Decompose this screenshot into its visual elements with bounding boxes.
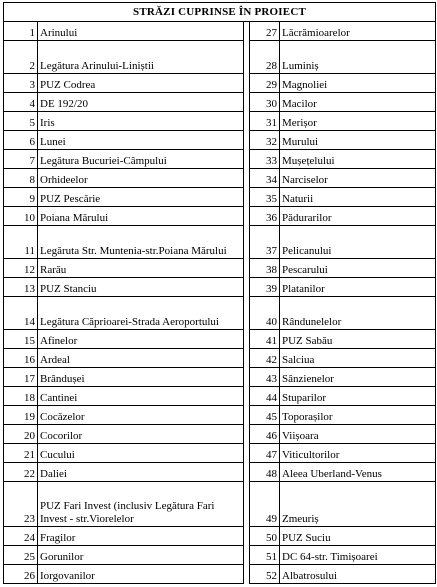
right-number-cell-text: 28 xyxy=(266,60,277,72)
table-row xyxy=(4,207,436,226)
left-street-cell xyxy=(38,463,244,482)
right-street-cell-text: Pescarului xyxy=(282,264,328,276)
right-street-cell-text: Lăcrămioarelor xyxy=(282,27,350,39)
left-number-cell xyxy=(4,259,38,278)
left-street-cell-text: Iorgovanilor xyxy=(40,570,95,582)
left-street-cell xyxy=(38,425,244,444)
right-number-cell-text: 39 xyxy=(266,283,277,295)
right-number-cell xyxy=(250,259,280,278)
left-street-cell-text: Arinului xyxy=(40,27,78,39)
left-number-cell xyxy=(4,546,38,565)
left-number-cell-text: 15 xyxy=(24,335,35,347)
right-street-cell xyxy=(280,131,436,150)
table-row xyxy=(4,131,436,150)
right-number-cell-text: 38 xyxy=(266,264,277,276)
right-number-cell-text: 40 xyxy=(266,316,277,328)
left-number-cell-text: 25 xyxy=(24,551,35,563)
right-street-cell-text: Toporașilor xyxy=(282,411,333,423)
right-number-cell xyxy=(250,131,280,150)
left-street-cell-text: Cantinei xyxy=(40,392,78,404)
right-number-cell-text: 43 xyxy=(266,373,277,385)
left-number-cell xyxy=(4,387,38,406)
left-number-cell xyxy=(4,368,38,387)
right-street-cell-text: PUZ Suciu xyxy=(282,532,331,544)
left-street-cell-text: Poiana Mărului xyxy=(40,212,109,224)
right-number-cell xyxy=(250,150,280,169)
table-row xyxy=(4,565,436,584)
right-number-cell-text: 34 xyxy=(266,174,277,186)
right-number-cell-text: 41 xyxy=(266,335,277,347)
left-street-cell-text: Cocorilor xyxy=(40,430,83,442)
right-street-cell xyxy=(280,207,436,226)
right-number-cell xyxy=(250,349,280,368)
right-street-cell xyxy=(280,278,436,297)
left-number-cell xyxy=(4,463,38,482)
right-street-cell xyxy=(280,444,436,463)
right-street-cell xyxy=(280,150,436,169)
right-street-cell-text: Rândunelelor xyxy=(282,316,342,328)
right-number-cell xyxy=(250,297,280,330)
left-street-cell-text: Iris xyxy=(40,117,55,129)
right-number-cell-text: 52 xyxy=(266,570,277,582)
right-street-cell xyxy=(280,425,436,444)
right-street-cell xyxy=(280,330,436,349)
right-number-cell xyxy=(250,226,280,259)
left-street-cell xyxy=(38,22,244,41)
left-street-cell xyxy=(38,565,244,584)
right-number-cell xyxy=(250,482,280,527)
left-number-cell xyxy=(4,527,38,546)
left-street-cell-text: Afinelor xyxy=(40,335,78,347)
table-row xyxy=(4,349,436,368)
table-row xyxy=(4,297,436,330)
left-street-cell-text: Orhideelor xyxy=(40,174,88,186)
left-number-cell xyxy=(4,565,38,584)
right-number-cell-text: 44 xyxy=(266,392,277,404)
left-number-cell xyxy=(4,169,38,188)
table-row xyxy=(4,41,436,74)
table-body xyxy=(4,22,436,584)
left-street-cell-text: PUZ Fari Invest (inclusiv Legătura Fari Invest - str.Viorelelor xyxy=(40,500,215,525)
left-street-cell xyxy=(38,112,244,131)
right-street-cell xyxy=(280,297,436,330)
right-number-cell xyxy=(250,74,280,93)
right-street-cell xyxy=(280,22,436,41)
left-street-cell xyxy=(38,207,244,226)
right-street-cell-text: Mușețelului xyxy=(282,155,335,167)
right-number-cell xyxy=(250,444,280,463)
left-number-cell-text: 3 xyxy=(29,79,35,91)
left-street-cell xyxy=(38,131,244,150)
left-street-cell xyxy=(38,330,244,349)
table-row xyxy=(4,463,436,482)
right-number-cell xyxy=(250,22,280,41)
table-row xyxy=(4,425,436,444)
right-number-cell-text: 50 xyxy=(266,532,277,544)
left-number-cell xyxy=(4,406,38,425)
right-street-cell xyxy=(280,463,436,482)
left-street-cell xyxy=(38,278,244,297)
right-number-cell xyxy=(250,93,280,112)
right-number-cell-text: 29 xyxy=(266,79,277,91)
table-row xyxy=(4,93,436,112)
right-street-cell-text: Pădurarilor xyxy=(282,212,332,224)
left-street-cell xyxy=(38,387,244,406)
left-number-cell-text: 19 xyxy=(24,411,35,423)
left-street-cell xyxy=(38,150,244,169)
right-street-cell-text: Magnoliei xyxy=(282,79,328,91)
left-number-cell xyxy=(4,278,38,297)
right-street-cell-text: Sânzienelor xyxy=(282,373,334,385)
left-street-cell xyxy=(38,349,244,368)
right-number-cell-text: 31 xyxy=(266,117,277,129)
right-street-cell-text: Murului xyxy=(282,136,319,148)
table-title: STRĂZI CUPRINSE ÎN PROIECT xyxy=(4,3,436,22)
left-number-cell xyxy=(4,112,38,131)
left-street-cell xyxy=(38,188,244,207)
table-row xyxy=(4,387,436,406)
left-street-cell xyxy=(38,482,244,527)
table-row xyxy=(4,188,436,207)
right-street-cell-text: Macilor xyxy=(282,98,317,110)
left-street-cell xyxy=(38,297,244,330)
left-street-cell xyxy=(38,406,244,425)
left-street-cell-text: Daliei xyxy=(40,468,67,480)
right-number-cell xyxy=(250,425,280,444)
right-street-cell-text: Zmeuriș xyxy=(282,513,319,525)
left-street-cell xyxy=(38,527,244,546)
table-row xyxy=(4,406,436,425)
left-number-cell-text: 18 xyxy=(24,392,35,404)
right-street-cell-text: Naturii xyxy=(282,193,314,205)
right-number-cell-text: 47 xyxy=(266,449,277,461)
right-street-cell-text: Viișoara xyxy=(282,430,319,442)
left-number-cell xyxy=(4,349,38,368)
right-street-cell-text: DC 64-str. Timișoarei xyxy=(282,551,378,563)
right-street-cell-text: Aleea Uberland-Venus xyxy=(282,468,382,480)
right-street-cell xyxy=(280,368,436,387)
right-number-cell xyxy=(250,169,280,188)
left-number-cell-text: 23 xyxy=(24,513,35,525)
right-street-cell-text: Pelicanului xyxy=(282,245,332,257)
table-header-row xyxy=(4,3,436,22)
table-row xyxy=(4,169,436,188)
left-street-cell-text: Lunei xyxy=(40,136,66,148)
left-street-cell xyxy=(38,546,244,565)
right-street-cell xyxy=(280,546,436,565)
right-street-cell-text: Narciselor xyxy=(282,174,328,186)
left-number-cell xyxy=(4,444,38,463)
right-number-cell-text: 37 xyxy=(266,245,277,257)
right-street-cell-text: PUZ Sabău xyxy=(282,335,333,347)
left-street-cell-text: DE 192/20 xyxy=(40,98,88,110)
left-street-cell-text: Ardeal xyxy=(40,354,70,366)
right-number-cell xyxy=(250,188,280,207)
right-number-cell-text: 33 xyxy=(266,155,277,167)
table-row xyxy=(4,22,436,41)
right-street-cell xyxy=(280,188,436,207)
left-street-cell-text: Gorunilor xyxy=(40,551,84,563)
right-number-cell xyxy=(250,406,280,425)
right-number-cell-text: 36 xyxy=(266,212,277,224)
left-number-cell xyxy=(4,188,38,207)
table-row xyxy=(4,527,436,546)
left-number-cell-text: 4 xyxy=(29,98,35,110)
right-number-cell xyxy=(250,527,280,546)
right-street-cell xyxy=(280,527,436,546)
left-number-cell xyxy=(4,22,38,41)
right-number-cell-text: 30 xyxy=(266,98,277,110)
right-number-cell xyxy=(250,278,280,297)
right-street-cell xyxy=(280,349,436,368)
right-street-cell-text: Stuparilor xyxy=(282,392,326,404)
right-number-cell xyxy=(250,546,280,565)
right-street-cell xyxy=(280,74,436,93)
left-street-cell-text: Fragilor xyxy=(40,532,76,544)
left-street-cell-text: Cocăzelor xyxy=(40,411,85,423)
table-row xyxy=(4,150,436,169)
left-number-cell xyxy=(4,330,38,349)
table-row xyxy=(4,112,436,131)
left-number-cell xyxy=(4,131,38,150)
right-street-cell-text: Merișor xyxy=(282,117,317,129)
left-number-cell-text: 5 xyxy=(29,117,35,129)
right-street-cell xyxy=(280,259,436,278)
left-street-cell xyxy=(38,259,244,278)
right-street-cell xyxy=(280,41,436,74)
left-street-cell-text: Brândușei xyxy=(40,373,85,385)
left-number-cell-text: 13 xyxy=(24,283,35,295)
left-street-cell xyxy=(38,93,244,112)
left-street-cell xyxy=(38,444,244,463)
right-number-cell-text: 45 xyxy=(266,411,277,423)
right-number-cell-text: 49 xyxy=(266,513,277,525)
right-street-cell-text: Albatrosului xyxy=(282,570,337,582)
left-number-cell xyxy=(4,207,38,226)
right-number-cell xyxy=(250,387,280,406)
left-number-cell-text: 7 xyxy=(29,155,35,167)
table-row xyxy=(4,259,436,278)
right-street-cell-text: Salciua xyxy=(282,354,315,366)
left-number-cell xyxy=(4,482,38,527)
left-number-cell-text: 6 xyxy=(29,136,35,148)
left-number-cell-text: 8 xyxy=(29,174,35,186)
table-row xyxy=(4,482,436,527)
right-street-cell xyxy=(280,406,436,425)
left-number-cell-text: 10 xyxy=(24,212,35,224)
left-number-cell xyxy=(4,150,38,169)
right-street-cell xyxy=(280,93,436,112)
left-number-cell-text: 22 xyxy=(24,468,35,480)
left-number-cell-text: 2 xyxy=(29,60,35,72)
left-street-cell xyxy=(38,226,244,259)
right-street-cell xyxy=(280,112,436,131)
left-number-cell-text: 12 xyxy=(24,264,35,276)
left-number-cell xyxy=(4,74,38,93)
right-number-cell xyxy=(250,463,280,482)
left-street-cell-text: Rarău xyxy=(40,264,67,276)
right-street-cell-text: Platanilor xyxy=(282,283,325,295)
left-street-cell xyxy=(38,169,244,188)
left-street-cell-text: Legătura Bucuriei-Câmpului xyxy=(40,155,167,167)
streets-table xyxy=(3,2,436,584)
left-number-cell-text: 21 xyxy=(24,449,35,461)
left-number-cell xyxy=(4,226,38,259)
table-row xyxy=(4,74,436,93)
right-number-cell-text: 48 xyxy=(266,468,277,480)
table-row xyxy=(4,368,436,387)
right-street-cell xyxy=(280,565,436,584)
left-number-cell-text: 11 xyxy=(24,245,35,257)
right-number-cell xyxy=(250,565,280,584)
left-number-cell xyxy=(4,425,38,444)
right-street-cell xyxy=(280,226,436,259)
right-street-cell-text: Luminiș xyxy=(282,60,319,72)
table-row xyxy=(4,330,436,349)
left-number-cell-text: 16 xyxy=(24,354,35,366)
left-number-cell-text: 9 xyxy=(29,193,35,205)
left-street-cell xyxy=(38,368,244,387)
table-row xyxy=(4,444,436,463)
left-street-cell xyxy=(38,74,244,93)
table-row xyxy=(4,226,436,259)
right-number-cell-text: 32 xyxy=(266,136,277,148)
right-number-cell-text: 35 xyxy=(266,193,277,205)
right-number-cell-text: 46 xyxy=(266,430,277,442)
table-row xyxy=(4,278,436,297)
table-row xyxy=(4,546,436,565)
left-number-cell-text: 24 xyxy=(24,532,35,544)
left-number-cell-text: 17 xyxy=(24,373,35,385)
left-number-cell xyxy=(4,41,38,74)
left-street-cell-text: PUZ Stanciu xyxy=(40,283,97,295)
right-number-cell xyxy=(250,368,280,387)
left-number-cell xyxy=(4,297,38,330)
right-number-cell xyxy=(250,207,280,226)
left-number-cell-text: 26 xyxy=(24,570,35,582)
right-street-cell xyxy=(280,482,436,527)
left-street-cell-text: Legăruta Str. Muntenia-str.Poiana Mărului xyxy=(40,245,227,257)
left-number-cell-text: 1 xyxy=(29,27,35,39)
right-number-cell-text: 42 xyxy=(266,354,277,366)
left-street-cell-text: PUZ Pescărie xyxy=(40,193,101,205)
right-street-cell xyxy=(280,387,436,406)
right-number-cell-text: 51 xyxy=(266,551,277,563)
right-street-cell-text: Viticultorilor xyxy=(282,449,340,461)
left-street-cell xyxy=(38,41,244,74)
left-street-cell-text: Legătura Arinului-Liniștii xyxy=(40,60,154,72)
left-number-cell xyxy=(4,93,38,112)
left-street-cell-text: Cucului xyxy=(40,449,75,461)
left-street-cell-text: PUZ Codrea xyxy=(40,79,96,91)
left-number-cell-text: 14 xyxy=(24,316,35,328)
right-street-cell xyxy=(280,169,436,188)
left-street-cell-text: Legătura Căprioarei-Strada Aeroportului xyxy=(40,316,219,328)
right-number-cell xyxy=(250,41,280,74)
right-number-cell xyxy=(250,330,280,349)
right-number-cell xyxy=(250,112,280,131)
right-number-cell-text: 27 xyxy=(266,27,277,39)
left-number-cell-text: 20 xyxy=(24,430,35,442)
